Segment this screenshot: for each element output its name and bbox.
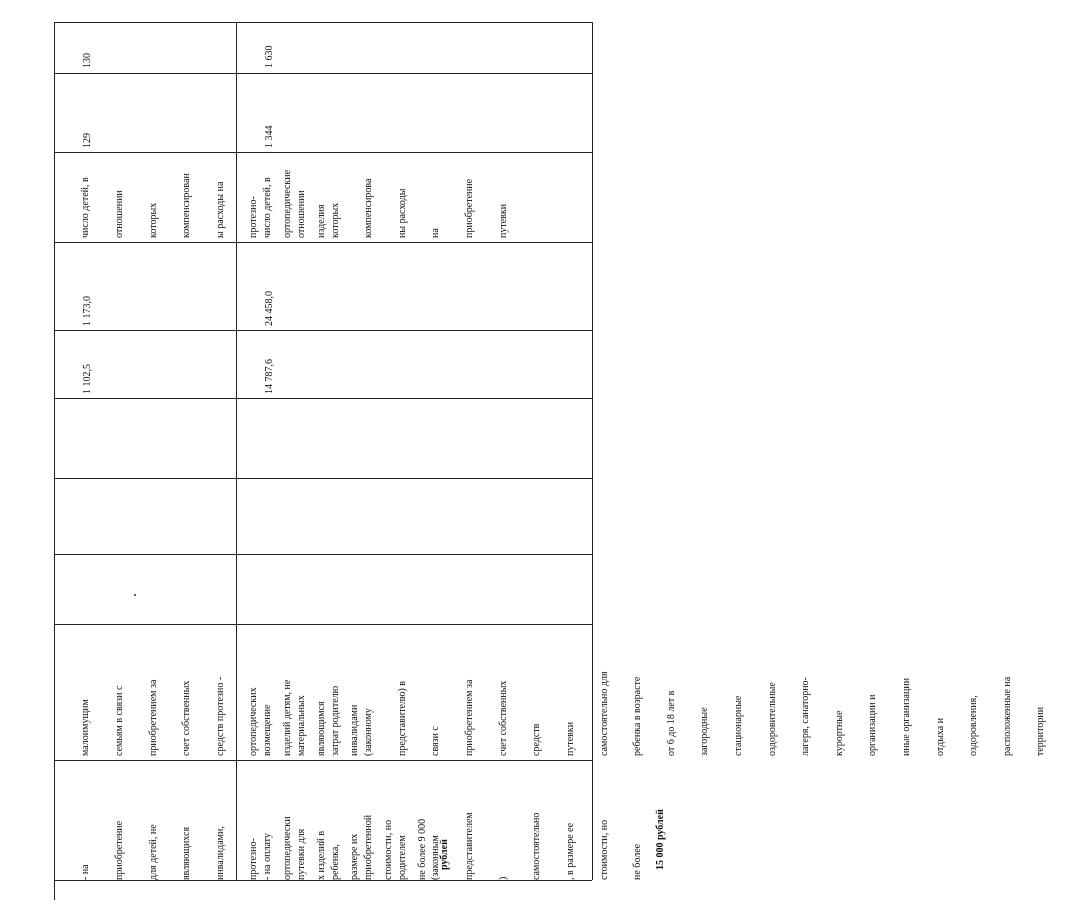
text-line: курортные (833, 710, 845, 756)
row1-count-2 (60, 53, 116, 68)
value-text: 14 787,6 (264, 359, 276, 394)
row2-indicator-cell (240, 177, 531, 238)
text-line: стационарные (732, 695, 744, 756)
text-line: счет собственных (497, 680, 509, 756)
text-line: , в размере ее (564, 822, 576, 880)
text-line: компенсирован (181, 173, 193, 238)
text-line: инвалидами, (214, 826, 226, 880)
text-line: инвалидами (349, 704, 361, 756)
table-border-top (54, 22, 592, 23)
text-line: являющихся (181, 826, 193, 880)
row2-purpose-cell (240, 809, 677, 880)
text-line: протезно- (248, 838, 260, 880)
text-line: которых (329, 202, 341, 238)
text-line: компенсирова (363, 178, 375, 238)
text-line: иные организации (900, 677, 912, 756)
text-line: которых (147, 202, 159, 238)
col-divider-empty-v1 (54, 398, 592, 399)
text-line: связи с (430, 726, 442, 756)
text-line: - на (80, 864, 92, 880)
text-line: на (430, 228, 442, 238)
text-line: путевки (564, 721, 576, 756)
row2-count-1 (242, 126, 298, 149)
text-line: путевки для (296, 828, 308, 880)
text-line: ны расходы (396, 188, 408, 238)
row2-description-cell (240, 671, 1069, 756)
text-line: размере их (349, 833, 361, 880)
text-line: приобретением за (147, 679, 159, 756)
text-line: являющимся (315, 701, 327, 756)
text-line: материальных (296, 695, 308, 756)
text-line: возмещение (262, 704, 274, 756)
row2-count-2 (242, 46, 298, 69)
text-line: счет собственных (181, 680, 193, 756)
text-line: оздоровительные (766, 682, 778, 756)
text-line: ортопедически (282, 816, 294, 880)
value-text: 1 344 (264, 125, 276, 148)
text-line: территории (1035, 706, 1047, 756)
text-line: для детей, не (147, 824, 159, 880)
text-line: ы расходы на (214, 181, 226, 238)
text-line: приобретение (464, 178, 476, 238)
text-line: приобретением за (464, 679, 476, 756)
text-line: стоимости, но (598, 819, 610, 880)
value-text: 1 102,5 (82, 364, 94, 394)
text-line: самостоятельно (531, 812, 543, 880)
col-divider-empty-1 (54, 478, 592, 479)
text-line: отдыха и (934, 717, 946, 756)
col-divider-v2-indicator (54, 242, 592, 243)
value-text: 1 630 (264, 45, 276, 68)
col-divider-v1-v2 (54, 330, 592, 331)
text-line-bold: 15 000 рублей (654, 809, 666, 870)
text-line: отношении (296, 190, 308, 238)
text-line: затрат родителю (329, 685, 341, 756)
text-line: не более (632, 843, 644, 880)
text-line: представителю) в (396, 680, 408, 756)
col-divider-n1-n2 (54, 73, 592, 74)
col-divider-empty-2 (54, 554, 592, 555)
row2-value-2 (242, 291, 298, 326)
text-line: организации и (867, 694, 879, 756)
row2-value-1 (242, 359, 298, 394)
value-text: 24 458,0 (264, 291, 276, 326)
text-line: расположенные на (1001, 676, 1013, 756)
text-line: х изделий в (315, 830, 327, 880)
value-text: 129 (82, 133, 94, 148)
text-line: от 6 до 18 лет в (665, 690, 677, 756)
text-line: число детей, в (262, 177, 274, 238)
col-divider-indicator-n1 (54, 152, 592, 153)
text-line: не более 9 000 (416, 818, 428, 880)
text-line: самостоятельно для (598, 671, 610, 756)
scan-speck (134, 594, 136, 596)
text-line: загородные (699, 707, 711, 756)
text-line: приобретение (114, 820, 126, 880)
text-line: семьям в связи с (114, 685, 126, 756)
text-line: ортопедические (282, 169, 294, 238)
text-line: изделий детям, не (282, 679, 294, 756)
text-line: оздоровления, (968, 695, 980, 756)
text-line: родителем (396, 835, 408, 880)
col-divider-col1-col2 (54, 760, 592, 761)
text-line: стоимости, но (382, 819, 394, 880)
text-line-bold: рублей (438, 839, 450, 870)
text-line: протезно- (248, 196, 260, 238)
value-text: 1 173,0 (82, 296, 94, 326)
text-line: изделия (315, 204, 327, 238)
text-line: ортопедических (248, 687, 260, 756)
text-line: ребенка, (329, 844, 341, 880)
text-line: путевки (497, 203, 509, 238)
row1-value-1 (60, 364, 116, 394)
text-line: средств протезно - (214, 676, 226, 756)
text-line: отношении (114, 190, 126, 238)
value-text: 130 (82, 53, 94, 68)
text-line: малоимущим (80, 699, 92, 756)
text-line: - на оплату (262, 833, 274, 880)
text-line: приобретенной (363, 814, 375, 880)
col-divider-col2-empty (54, 624, 592, 625)
text-line: число детей, в (80, 177, 92, 238)
table-border-left (54, 22, 55, 900)
table-border-bottom (54, 880, 592, 881)
text-line: ребенка в возрасте (632, 676, 644, 756)
text-line: лагеря, санаторно- (800, 677, 812, 756)
text-line: ) (497, 876, 509, 880)
text-line: (законному (363, 708, 375, 756)
text-line: представителем (464, 812, 476, 880)
row1-count-1 (60, 133, 116, 148)
row1-value-2 (60, 296, 116, 326)
text-line: средств (531, 723, 543, 756)
text-line: (законным (430, 835, 442, 880)
